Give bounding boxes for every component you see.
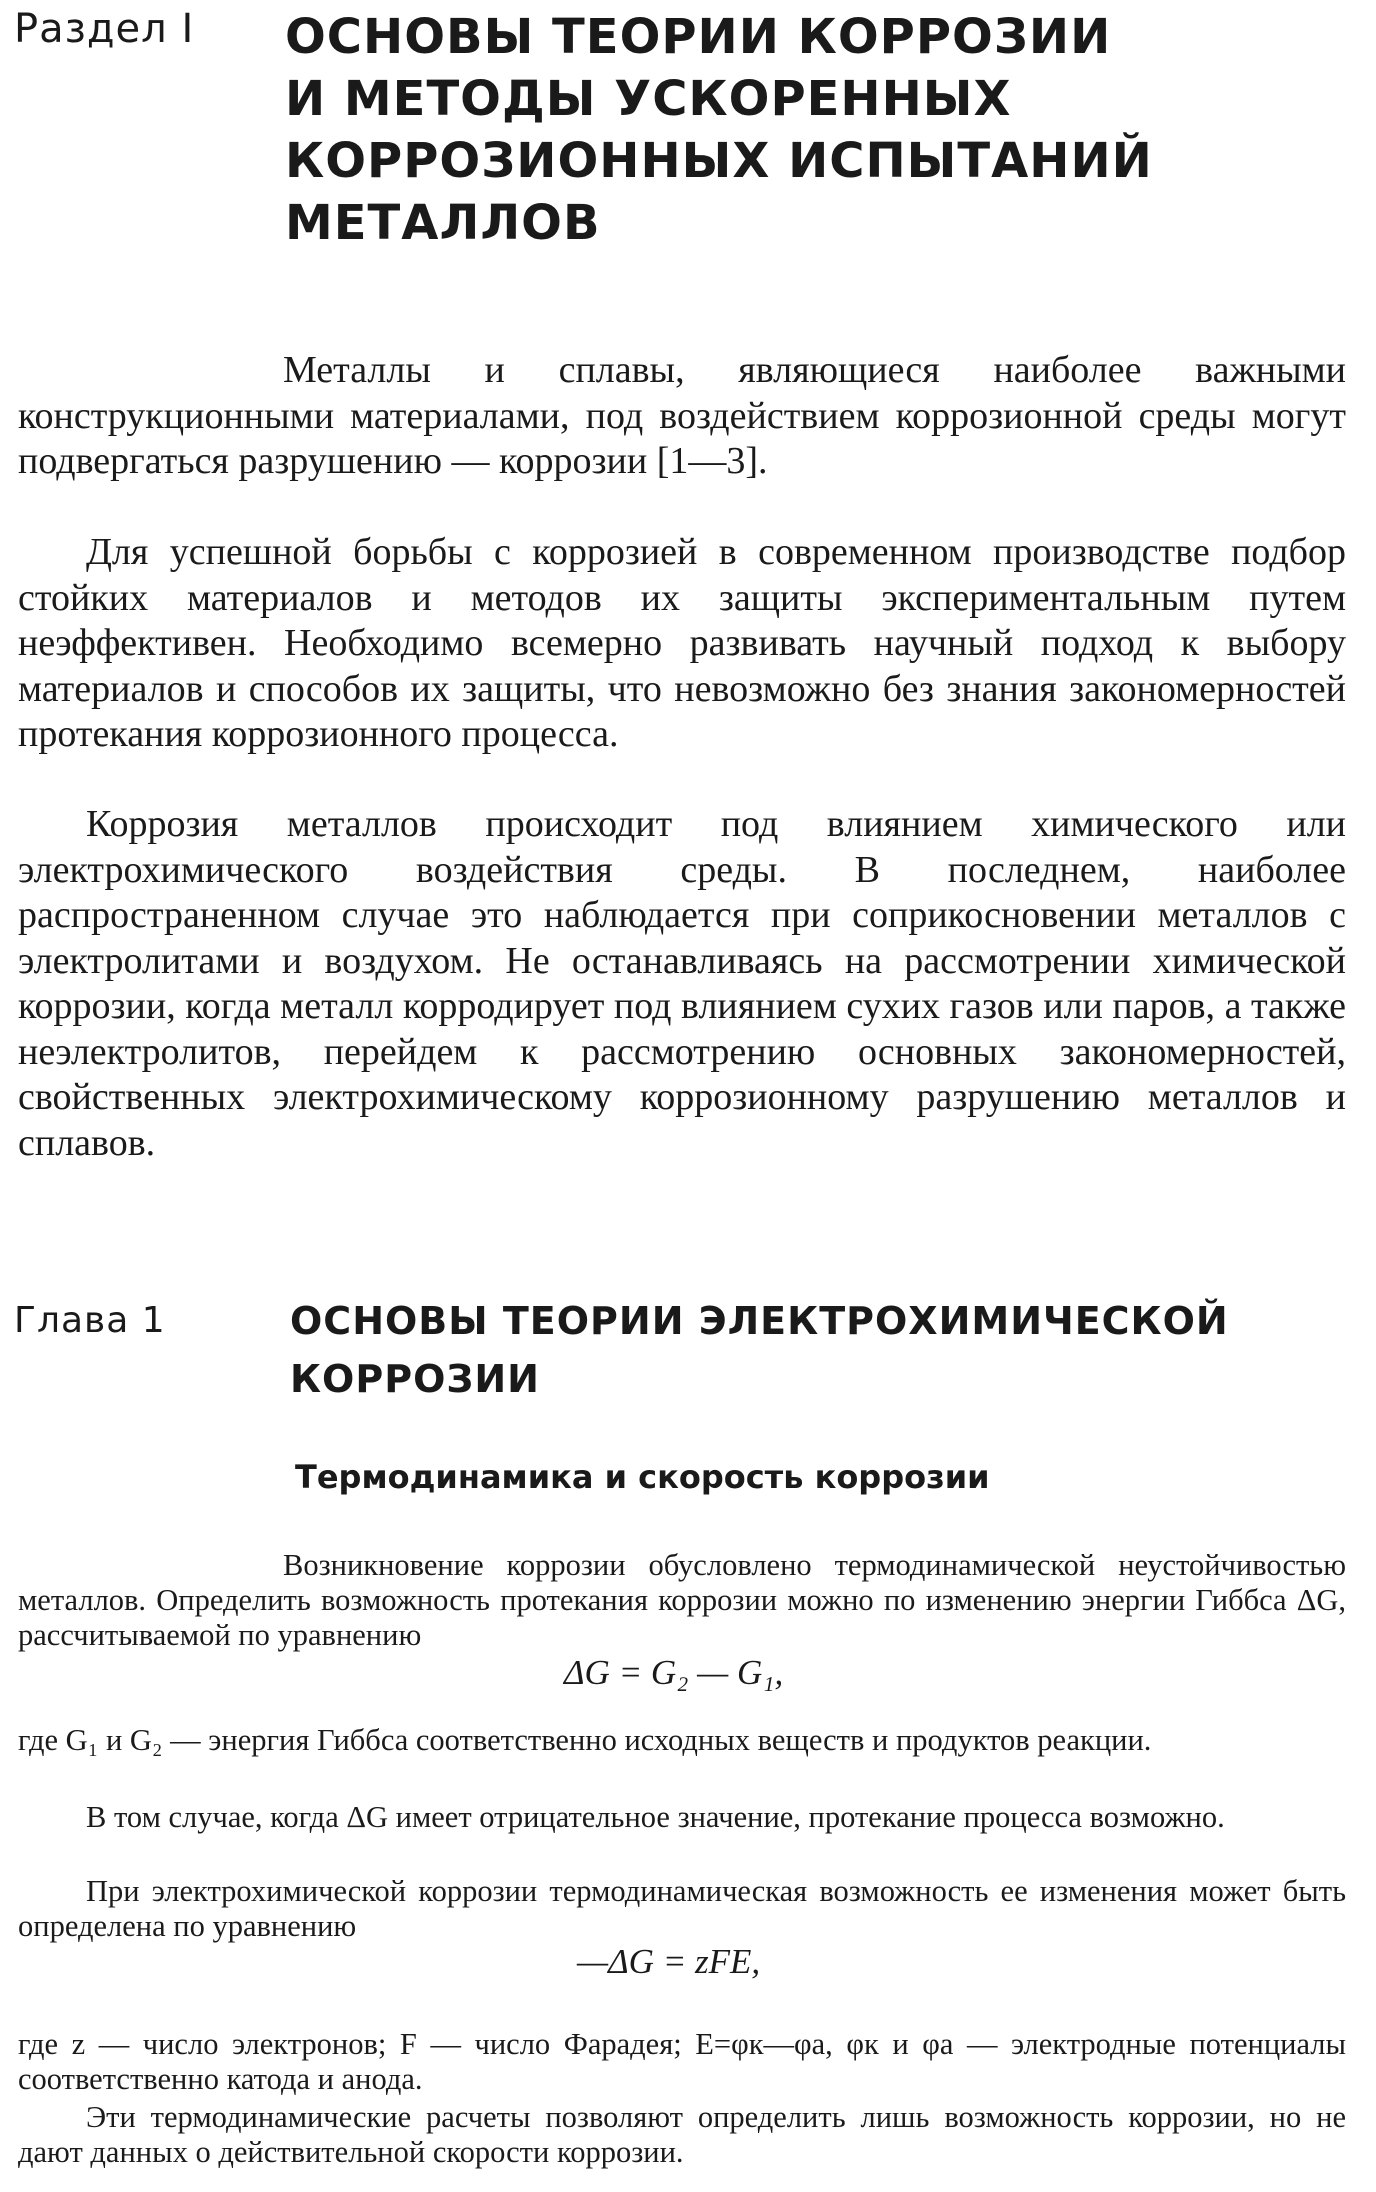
section-title-line: ОСНОВЫ ТЕОРИИ КОРРОЗИИ — [285, 9, 1112, 65]
body-paragraph-1: Возникновение коррозии обусловлено термодинамической неустойчивостью металлов. Определить возможность протекания коррозии можно по изменению энергии Гиббса ΔG, рассчитываемой по уравнению — [18, 1548, 1346, 1652]
chapter-subtitle: Термодинамика и скорость коррозии — [295, 1458, 990, 1496]
body-paragraph-6: Эти термодинамические расчеты позволяют определить лишь возможность коррозии, но не дают данных о действительной скорости коррозии. — [18, 2100, 1346, 2169]
chapter-title — [290, 1292, 1229, 1408]
body-paragraph-4: При электрохимической коррозии термодинамическая возможность ее изменения может быть определена по уравнению — [18, 1874, 1346, 1943]
intro-paragraph-2: Для успешной борьбы с коррозией в современном производстве подбор стойких материалов и методов их защиты экспериментальным путем неэффективен. Необходимо всемерно развивать научный подход к выбору материалов и способов их защиты, что невозможно без знания закономерностей протекания коррозионного процесса. — [18, 531, 1346, 755]
chapter-title-line: ОСНОВЫ ТЕОРИИ ЭЛЕКТРОХИМИЧЕСКОЙ — [290, 1299, 1229, 1343]
section-title-line: И МЕТОДЫ УСКОРЕННЫХ — [285, 71, 1012, 127]
body-paragraph-5: где z — число электронов; F — число Фарадея; E=φк—φа, φк и φа — электродные потенциалы соответственно катода и анода. — [18, 2027, 1346, 2096]
section-title — [285, 6, 1153, 254]
intro-paragraph-1: Металлы и сплавы, являющиеся наиболее важными конструкционными материалами, под воздействием коррозионной среды могут подвергаться разрушению — коррозии [1—3]. — [18, 349, 1346, 482]
section-label: Раздел I — [14, 6, 195, 52]
chapter-label: Глава 1 — [14, 1300, 166, 1341]
formula-faraday: —ΔG = zFE, — [577, 1942, 761, 1981]
body-paragraph-2: где G₁ и G₂ — энергия Гиббса соответственно исходных веществ и продуктов реакции. — [18, 1723, 1152, 1757]
formula-gibbs: ΔG = G₂ — G₁, — [564, 1653, 784, 1692]
body-paragraph-3: В том случае, когда ΔG имеет отрицательное значение, протекание процесса возможно. — [86, 1800, 1225, 1834]
intro-paragraph-3: Коррозия металлов происходит под влиянием химического или электрохимического воздействия среды. В последнем, наиболее распространенном случае это наблюдается при соприкосновении металлов с электролитами и воздухом. Не останавливаясь на рассмотрении химической коррозии, когда металл корродирует под влиянием сухих газов или паров, а также неэлектролитов, перейдем к рассмотрению основных закономерностей, свойственных электрохимическому коррозионному разрушению металлов и сплавов. — [18, 803, 1346, 1164]
section-title-line: КОРРОЗИОННЫХ ИСПЫТАНИЙ — [285, 133, 1153, 189]
chapter-title-line: КОРРОЗИИ — [290, 1357, 540, 1401]
section-title-line: МЕТАЛЛОВ — [285, 195, 601, 251]
